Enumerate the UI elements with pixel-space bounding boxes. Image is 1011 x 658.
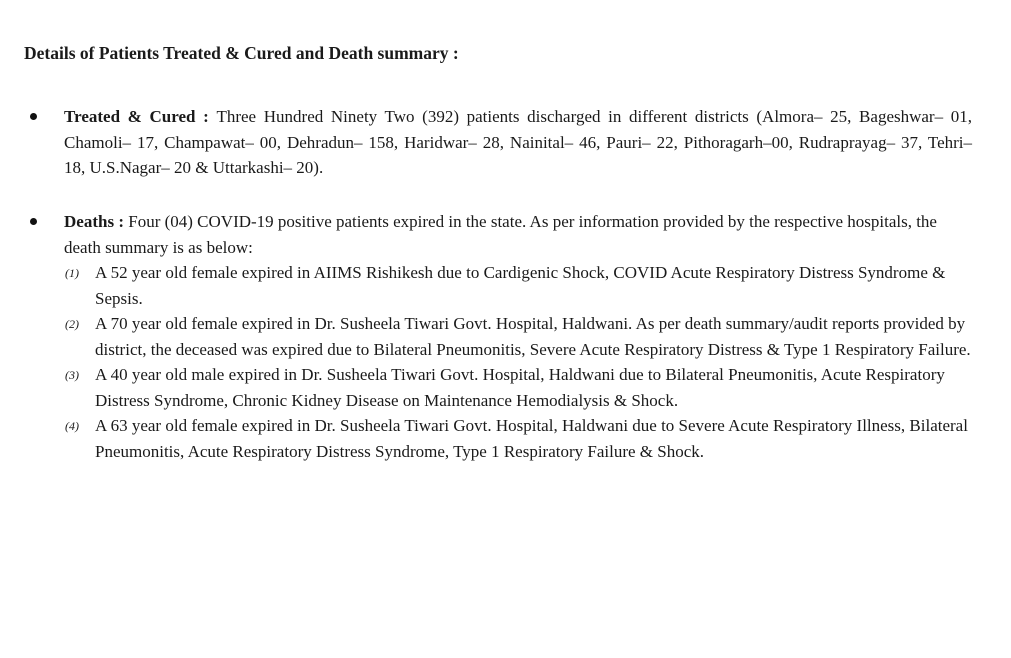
deaths-lead [64, 209, 972, 260]
death-summary-item [64, 413, 972, 464]
deaths-text: Four (04) COVID-19 positive patients expired in the state. As per information provided by the respective hospitals, the death summary is as below: [64, 212, 937, 257]
treated-cured-separator: : [195, 107, 217, 126]
death-summary-text: A 40 year old male expired in Dr. Susheela Tiwari Govt. Hospital, Haldwani due to Bilateral Pneumonitis, Acute Respiratory Distress Syndrome, Chronic Kidney Disease on Maintenance Hemodialysis & Shock. [95, 365, 945, 410]
death-summary-text: A 70 year old female expired in Dr. Susheela Tiwari Govt. Hospital, Haldwani. As per death summary/audit reports provided by district, the deceased was expired due to Bilateral Pneumonitis, Severe Acute Respiratory Distress & Type 1 Respiratory Failure. [95, 314, 971, 359]
treated-cured-text: Three Hundred Ninety Two (392) patients discharged in different districts (Almora– 25, Bageshwar– 01, Chamoli– 17, Champawat– 00, Dehradun– 158, Haridwar– 28, Nainital– 46, Pauri– 22, Pithoragarh–00, Rudraprayag– 37, Tehri– 18, U.S.Nagar– 20 & Uttarkashi– 20). [64, 107, 972, 177]
death-summary-list [64, 260, 972, 464]
death-summary-number: (3) [65, 368, 79, 382]
deaths-bullet [64, 209, 972, 464]
page-title: Details of Patients Treated & Cured and Death summary : [24, 43, 459, 63]
deaths-separator: : [114, 212, 129, 231]
death-summary-text: A 52 year old female expired in AIIMS Rishikesh due to Cardigenic Shock, COVID Acute Respiratory Distress Syndrome & Sepsis. [95, 263, 946, 308]
bullet-dot-icon [30, 113, 37, 120]
bullet-dot-icon [30, 218, 37, 225]
death-summary-number: (4) [65, 419, 79, 433]
death-summary-item [64, 311, 972, 362]
treated-cured-bullet [64, 104, 972, 181]
death-summary-item [64, 260, 972, 311]
death-summary-number: (2) [65, 317, 79, 331]
death-summary-text: A 63 year old female expired in Dr. Susheela Tiwari Govt. Hospital, Haldwani due to Severe Acute Respiratory Illness, Bilateral Pneumonitis, Acute Respiratory Distress Syndrome, Type 1 Respiratory Failure & Shock. [95, 416, 968, 461]
deaths-label: Deaths [64, 212, 115, 231]
death-summary-number: (1) [65, 266, 79, 280]
treated-cured-label: Treated & Cured [64, 107, 196, 126]
death-summary-item [64, 362, 972, 413]
